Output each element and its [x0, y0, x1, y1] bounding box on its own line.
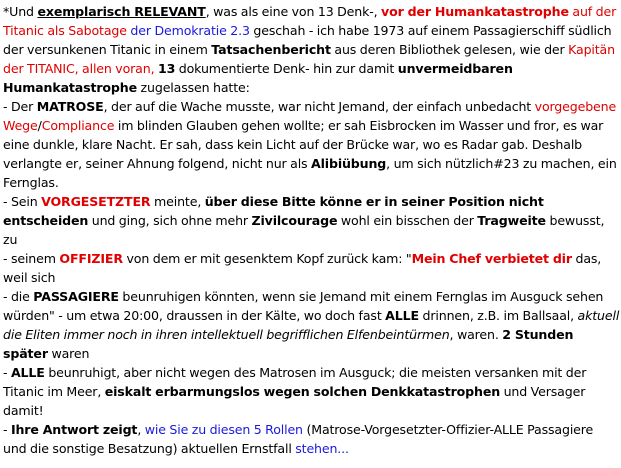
text-segment: Tragweite — [477, 213, 546, 228]
text-segment: exemplarisch RELEVANT — [37, 4, 206, 19]
text-segment: ALLE — [10, 365, 45, 380]
text-segment: eiskalt erbarmungslos wegen solchen Denkkatastrophen — [104, 384, 501, 399]
text-segment: und ging, sich ohne mehr — [88, 213, 252, 228]
text-segment: vorgegebene Wege — [3, 99, 617, 133]
text-segment: *Und — [3, 4, 38, 19]
paragraph-1 — [3, 2, 620, 97]
text-segment: wohl ein bisschen der — [337, 213, 478, 228]
text-segment: / — [37, 118, 42, 133]
paragraph-2 — [3, 97, 620, 192]
text-segment: 2 Stunden später — [3, 327, 574, 361]
paragraph-3 — [3, 192, 620, 249]
paragraph-7 — [3, 420, 620, 458]
text-segment: Kapitän der TITANIC, allen voran, — [3, 42, 615, 76]
text-segment: (Matrose-Vorgesetzter-Offizier-ALLE Passagiere und die sonstige Besatzung) aktuellen Ernstfall — [3, 422, 594, 456]
text-segment: wie Sie zu diesen 5 Rollen — [144, 422, 303, 437]
text-segment: , um sich nützlich#23 zu machen, ein Fernglas. — [3, 156, 617, 190]
text-segment: meinte, — [150, 194, 205, 209]
text-segment: im blinden Glauben gehen wollte; er sah Eisbrocken im Wasser und fror, es war eine dunkle, klare Nacht. Er sah, dass kein Licht auf der Brücke war, wo es Radar gab. Deshalb verlangte er, seiner Ahnung folgend, nicht nur als — [3, 118, 604, 171]
text-segment: , der auf die Wache musste, war nicht Jemand, der einfach unbedacht — [103, 99, 535, 114]
text-segment: - Sein — [3, 194, 42, 209]
text-segment: aktuell die Eliten immer noch in ihren intellektuell begrifflichen Elfenbeintürmen — [3, 308, 620, 342]
text-segment: - die — [3, 289, 34, 304]
text-segment: ALLE — [385, 308, 419, 323]
text-segment: bewusst, zu — [3, 213, 605, 247]
text-segment: , waren. — [449, 327, 503, 342]
text-segment: Zivilcourage — [251, 213, 338, 228]
text-segment: Ihre Antwort zeigt — [10, 422, 138, 437]
text-segment: , was als eine von 13 Denk-, — [205, 4, 382, 19]
text-segment: - Der — [3, 99, 37, 114]
text-segment: zugelassen hatte: — [137, 80, 250, 95]
text-segment: - — [3, 422, 11, 437]
text-segment: der Demokratie 2.3 — [130, 23, 250, 38]
text-segment: auf der Titanic als Sabotage — [3, 4, 617, 38]
paragraph-6 — [3, 363, 620, 420]
text-segment: geschah - ich habe 1973 auf einem Passagierschiff südlich der versunkenen Titanic in einem — [3, 23, 612, 57]
text-segment: Mein Chef verbietet dir — [411, 251, 572, 266]
text-segment: - — [3, 365, 11, 380]
text-segment: stehen... — [295, 441, 349, 456]
text-segment: waren — [47, 346, 90, 361]
text-segment: - seinem — [3, 251, 60, 266]
text-segment: Compliance — [41, 118, 115, 133]
text-segment: das, weil sich — [3, 251, 602, 285]
text-segment: drinnen, z.B. im Ballsaal, — [418, 308, 578, 323]
text-segment: VORGESETZTER — [41, 194, 151, 209]
text-segment: dokumentierte Denk- hin zur damit — [175, 61, 398, 76]
text-segment: beunruhigen könnten, wenn sie Jemand mit einem Fernglas im Ausguck sehen würden" - um etwa 20:00, draussen in der Kälte, wo doch fast — [3, 289, 604, 323]
text-segment: vor der Humankatastrophe — [381, 4, 569, 19]
text-segment: und Versager damit! — [3, 384, 586, 418]
text-segment: Alibiübung — [311, 156, 387, 171]
text-segment: MATROSE — [36, 99, 104, 114]
text-segment: Tatsachenbericht — [211, 42, 331, 57]
text-segment: 13 — [158, 61, 176, 76]
text-segment: unvermeidbaren Humankatastrophe — [3, 61, 513, 95]
text-segment: , — [137, 422, 145, 437]
text-segment: aus deren Bibliothek gelesen, wie der — [330, 42, 569, 57]
text-segment: von dem er mit gesenktem Kopf zurück kam: " — [122, 251, 412, 266]
text-segment: beunruhigt, aber nicht wegen des Matrosen im Ausguck; die meisten versanken mit der Titanic im Meer, — [3, 365, 587, 399]
paragraph-4 — [3, 249, 620, 287]
text-segment: PASSAGIERE — [33, 289, 119, 304]
paragraph-5 — [3, 287, 620, 363]
text-segment: über diese Bitte könne er in seiner Position nicht entscheiden — [3, 194, 544, 228]
text-segment: OFFIZIER — [59, 251, 123, 266]
